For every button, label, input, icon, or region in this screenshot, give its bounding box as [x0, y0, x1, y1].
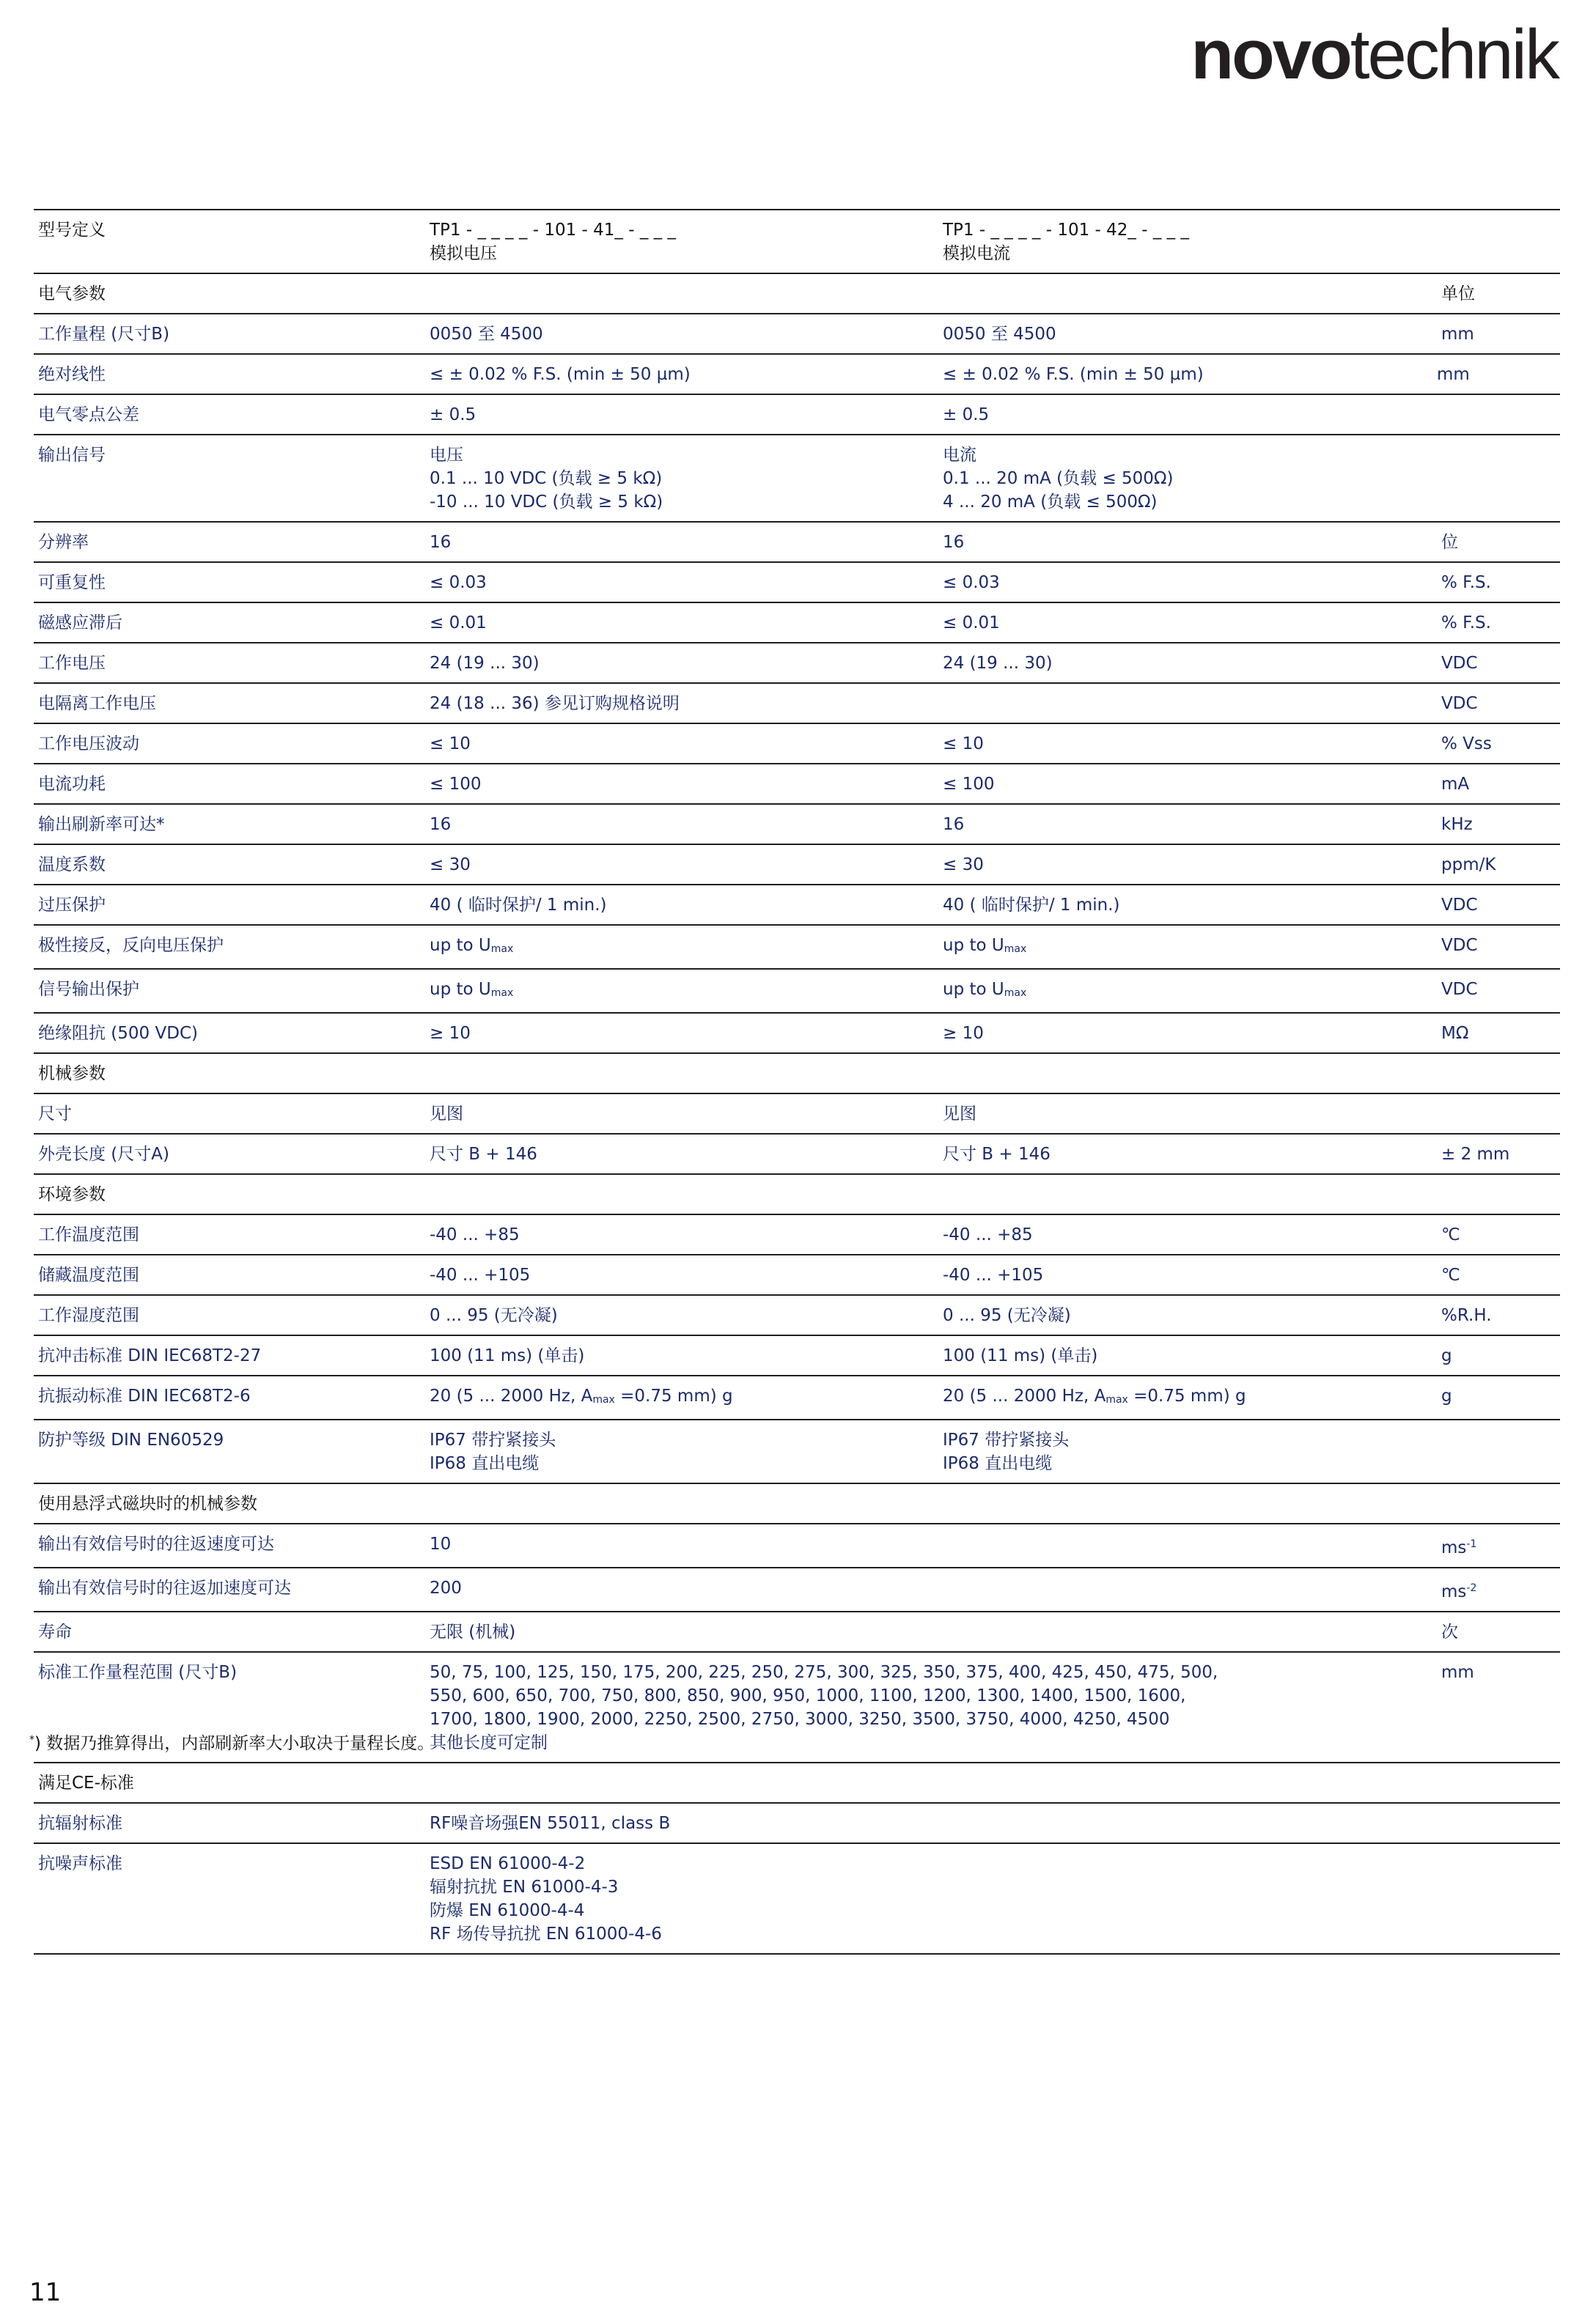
table-row: 工作量程 (尺寸B) 0050 至 4500 0050 至 4500 mm	[34, 314, 1560, 354]
section-environment: 环境参数	[34, 1174, 1560, 1214]
table-row: 寿命 无限 (机械) 次	[34, 1612, 1560, 1652]
table-row: 外壳长度 (尺寸A) 尺寸 B + 146 尺寸 B + 146 ± 2 mm	[34, 1134, 1560, 1174]
section-floating: 使用悬浮式磁块时的机械参数	[34, 1483, 1560, 1524]
table-row: 抗冲击标准 DIN IEC68T2-27 100 (11 ms) (单击) 100 (11 ms) (单击) g	[34, 1335, 1560, 1376]
table-row: 过压保护 40 ( 临时保护/ 1 min.) 40 ( 临时保护/ 1 min.) VDC	[34, 885, 1560, 925]
table-row: 工作电压 24 (19 ... 30) 24 (19 ... 30) VDC	[34, 643, 1560, 683]
table-row: 储藏温度范围 -40 ... +105 -40 ... +105 ℃	[34, 1255, 1560, 1295]
table-row: 输出信号 电压 0.1 ... 10 VDC (负载 ≥ 5 kΩ) -10 ... 10 VDC (负载 ≥ 5 kΩ) 电流 0.1 ... 20 mA (负载 ≤ 500Ω) 4 ... 20 mA (负载 ≤ 500Ω)	[34, 435, 1560, 522]
table-row: 电气零点公差 ± 0.5 ± 0.5	[34, 394, 1560, 435]
novotechnik-logo: novotechnik	[1191, 15, 1558, 94]
header-row	[34, 210, 1560, 273]
table-row: 防护等级 DIN EN60529 IP67 带拧紧接头 IP68 直出电缆 IP67 带拧紧接头 IP68 直出电缆	[34, 1420, 1560, 1483]
section-mechanical: 机械参数	[34, 1053, 1560, 1093]
section-ce: 满足CE-标准	[34, 1763, 1560, 1803]
table-row: 绝对线性 ≤ ± 0.02 % F.S. (min ± 50 µm) ≤ ± 0.02 % F.S. (min ± 50 µm) mm	[34, 354, 1560, 394]
type-voltage: TP1 - _ _ _ _ - 101 - 41_ - _ _ _ 模拟电压	[425, 210, 938, 273]
page-number: 11	[29, 2278, 62, 2307]
spec-table	[34, 209, 1560, 1955]
table-row: 工作电压波动 ≤ 10 ≤ 10 % Vss	[34, 723, 1560, 764]
table-row: 分辨率 16 16 位	[34, 522, 1560, 562]
type-label: 型号定义	[34, 210, 425, 273]
table-row: 输出有效信号时的往返速度可达 10 $ms^{-1}$	[34, 1524, 1560, 1568]
table-row: 可重复性 ≤ 0.03 ≤ 0.03 % F.S.	[34, 562, 1560, 602]
table-row: 工作湿度范围 0 ... 95 (无冷凝) 0 ... 95 (无冷凝) %R.H.	[34, 1295, 1560, 1335]
type-current: TP1 - _ _ _ _ - 101 - 42_ - _ _ _ 模拟电流	[938, 210, 1437, 273]
table-row: 信号输出保护 up to $U_{max}$ up to $U_{max}$ VDC	[34, 969, 1560, 1013]
table-row: 尺寸 见图 见图	[34, 1093, 1560, 1134]
table-row: 标准工作量程范围 (尺寸B) 50, 75, 100, 125, 150, 175, 200, 225, 250, 275, 300, 325, 350, 375, 400, 425, 450, 475, 500, 550, 600, 650, 700, 750, 800, 850, 900, 950, 1000, 1100, 1200, 1300, 1400, 1500, 1600, 1700, 1800, 1900, 2000, 2250, 2500, 2750, 3000, 3250, 3500, 3750, 4000, 4250, 4500 其他长度可定制 mm	[34, 1652, 1560, 1763]
table-row: 抗振动标准 DIN IEC68T2-6 20 (5 ... 2000 Hz, $A_{max} =0.75$ mm) g 20 (5 ... 2000 Hz, $A_{max} =0.75$ mm) g g	[34, 1376, 1560, 1420]
table-row: 极性接反，反向电压保护 up to $U_{max}$ up to $U_{max}$ VDC	[34, 925, 1560, 969]
table-row: 抗辐射标准 RF噪音场强EN 55011, class B	[34, 1803, 1560, 1843]
table-row: 绝缘阻抗 (500 VDC) ≥ 10 ≥ 10 MΩ	[34, 1013, 1560, 1053]
table-row: 电隔离工作电压 24 (18 ... 36) 参见订购规格说明 VDC	[34, 683, 1560, 723]
footnote: *) 数据乃推算得出，内部刷新率大小取决于量程长度。	[29, 1734, 435, 1753]
table-row: 输出刷新率可达* 16 16 kHz	[34, 804, 1560, 844]
section-electrical: 电气参数 单位	[34, 273, 1560, 314]
table-row: 电流功耗 ≤ 100 ≤ 100 mA	[34, 764, 1560, 804]
table-row: 磁感应滞后 ≤ 0.01 ≤ 0.01 % F.S.	[34, 602, 1560, 643]
table-row: 抗噪声标准 ESD EN 61000-4-2 辐射抗扰 EN 61000-4-3 防爆 EN 61000-4-4 RF 场传导抗扰 EN 61000-4-6	[34, 1843, 1560, 1954]
table-row: 温度系数 ≤ 30 ≤ 30 ppm/K	[34, 844, 1560, 885]
table-row: 工作温度范围 -40 ... +85 -40 ... +85 ℃	[34, 1214, 1560, 1255]
table-row: 输出有效信号时的往返加速度可达 200 $ms^{-2}$	[34, 1568, 1560, 1612]
